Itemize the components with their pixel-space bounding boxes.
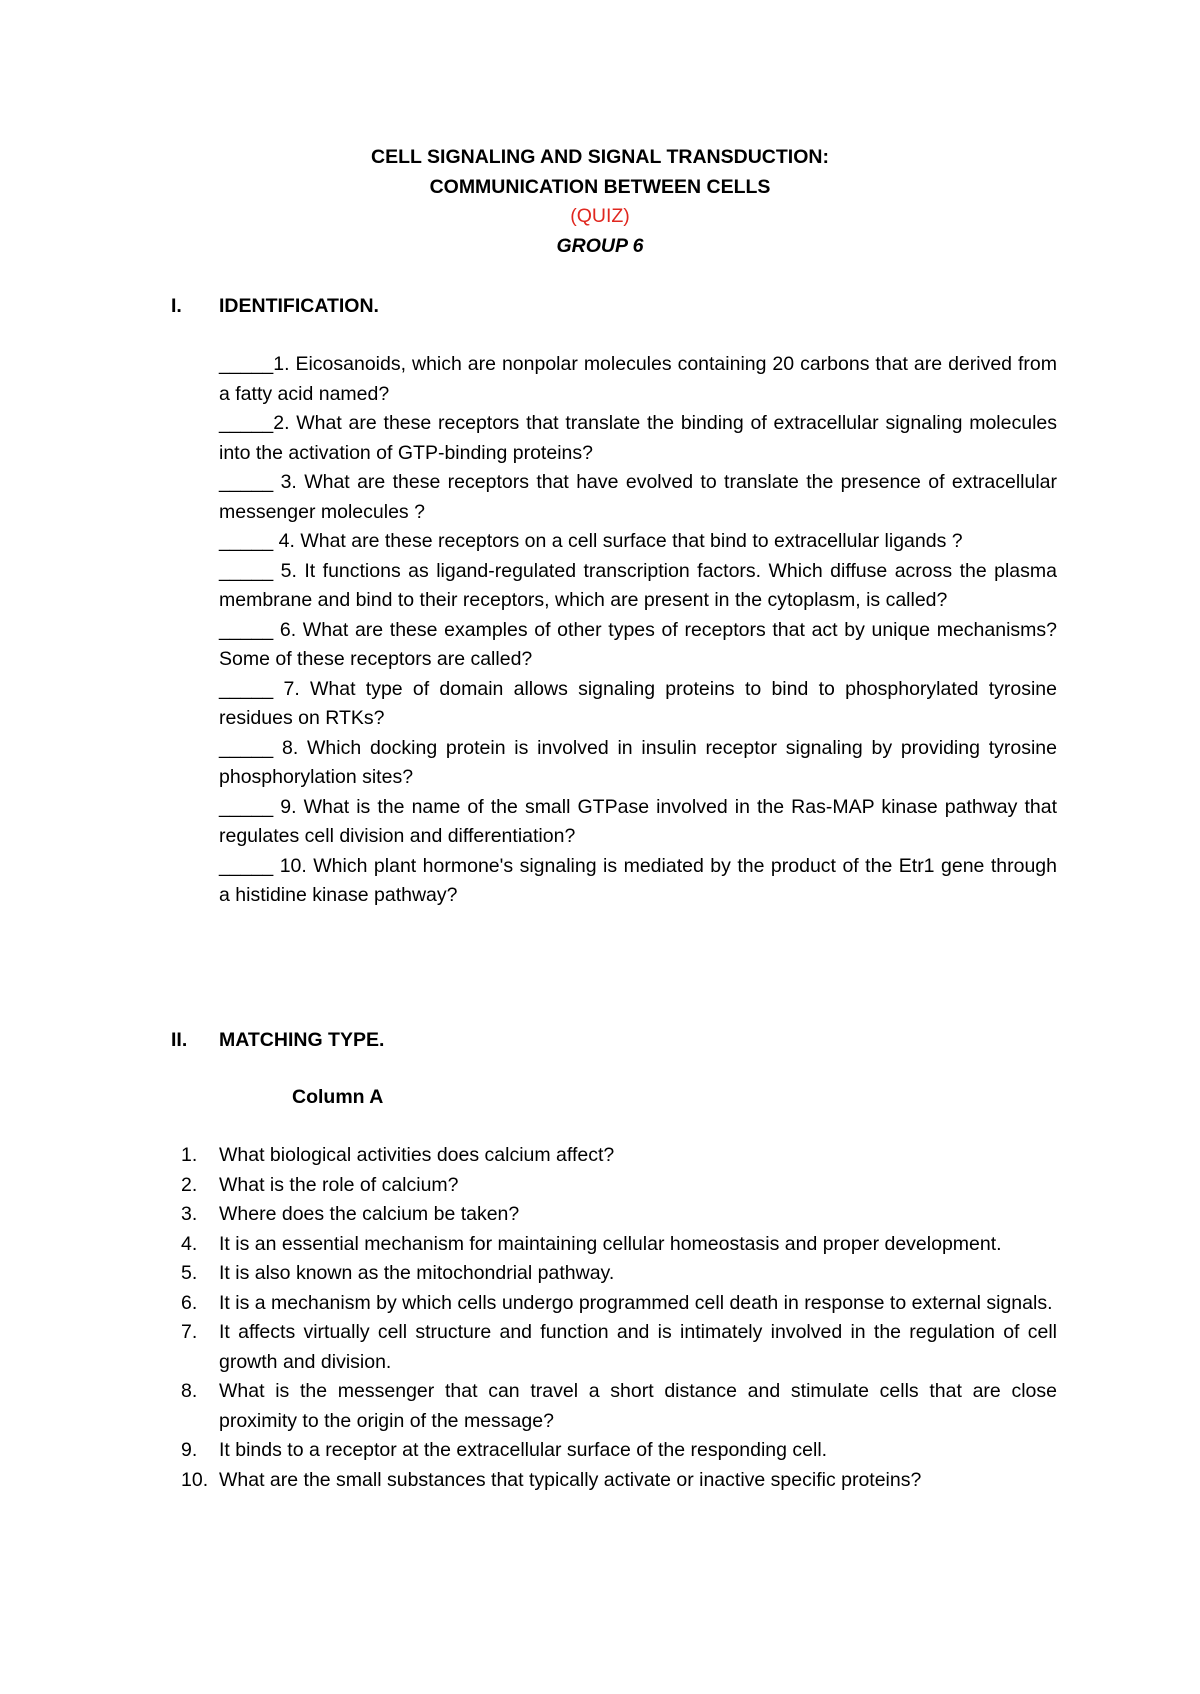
identification-item: _____ 8. Which docking protein is involved in insulin receptor signaling by providing tyrosine phosphorylation sites? — [219, 736, 1057, 788]
title-line-1: CELL SIGNALING AND SIGNAL TRANSDUCTION: — [371, 146, 829, 168]
item-number: 7. — [181, 1321, 198, 1343]
item-text: It is an essential mechanism for maintaining cellular homeostasis and proper development. — [219, 1232, 1002, 1255]
item-number: 6. — [181, 1291, 198, 1314]
identification-item: _____ 3. What are these receptors that have evolved to translate the presence of extracellular messenger molecules ? — [219, 471, 1057, 523]
identification-item: _____ 4. What are these receptors on a cell surface that bind to extracellular ligands ? — [219, 530, 963, 552]
identification-item: _____1. Eicosanoids, which are nonpolar molecules containing 20 carbons that are derived from a fatty acid named? — [219, 353, 1057, 405]
list-item — [0, 1141, 1200, 1171]
identification-item: _____ 10. Which plant hormone's signaling is mediated by the product of the Etr1 gene through a histidine kinase pathway? — [219, 854, 1057, 906]
list-item — [0, 1259, 1200, 1289]
matching-list — [0, 1141, 1200, 1495]
section-numeral: II. — [171, 1029, 188, 1051]
item-number: 8. — [181, 1380, 198, 1402]
identification-item: _____ 9. What is the name of the small GTPase involved in the Ras-MAP kinase pathway that regulates cell division and differentiation? — [219, 795, 1057, 847]
identification-list — [219, 350, 1057, 911]
identification-item: _____ 6. What are these examples of other types of receptors that act by unique mechanisms? Some of these receptors are called? — [219, 618, 1057, 670]
list-item — [0, 1289, 1200, 1319]
identification-item: _____2. What are these receptors that translate the binding of extracellular signaling molecules into the activation of GTP-binding proteins? — [219, 412, 1057, 464]
item-text: What are the small substances that typically activate or inactive specific proteins? — [219, 1468, 922, 1491]
item-number: 1. — [181, 1144, 198, 1166]
document-header — [0, 143, 1200, 261]
list-item — [0, 1377, 1200, 1436]
item-text: It affects virtually cell structure and function and is intimately involved in the regulation of cell growth and division. — [219, 1321, 1057, 1373]
item-text: It binds to a receptor at the extracellular surface of the responding cell. — [219, 1439, 828, 1461]
item-text: What biological activities does calcium affect? — [219, 1144, 615, 1166]
list-item — [0, 1200, 1200, 1230]
item-number: 9. — [181, 1439, 198, 1461]
item-number: 3. — [181, 1203, 198, 1225]
identification-item: _____ 5. It functions as ligand-regulated transcription factors. Which diffuse across the plasma membrane and bind to their receptors, which are present in the cytoplasm, is called? — [219, 559, 1057, 611]
list-item — [0, 1466, 1200, 1496]
section-numeral: I. — [171, 295, 182, 317]
item-text: It is also known as the mitochondrial pathway. — [219, 1262, 615, 1284]
item-number: 2. — [181, 1173, 198, 1196]
item-number: 10. — [181, 1468, 209, 1491]
list-item — [0, 1318, 1200, 1377]
group-label: GROUP 6 — [556, 234, 644, 257]
item-number: 5. — [181, 1262, 198, 1284]
section-title: MATCHING TYPE. — [219, 1029, 385, 1051]
list-item — [0, 1436, 1200, 1466]
item-text: What is the messenger that can travel a short distance and stimulate cells that are close proximity to the origin of the message? — [219, 1380, 1057, 1432]
quiz-label: (QUIZ) — [570, 205, 630, 227]
item-number: 4. — [181, 1232, 198, 1255]
item-text: It is a mechanism by which cells undergo programmed cell death in response to external signals. — [219, 1291, 1053, 1314]
identification-item: _____ 7. What type of domain allows signaling proteins to bind to phosphorylated tyrosine residues on RTKs? — [219, 677, 1057, 729]
list-item — [0, 1171, 1200, 1201]
section-title: IDENTIFICATION. — [219, 295, 379, 317]
column-a-heading: Column A — [292, 1086, 384, 1108]
item-text: What is the role of calcium? — [219, 1173, 459, 1196]
list-item — [0, 1230, 1200, 1260]
title-line-2: COMMUNICATION BETWEEN CELLS — [429, 175, 771, 198]
item-text: Where does the calcium be taken? — [219, 1203, 520, 1225]
